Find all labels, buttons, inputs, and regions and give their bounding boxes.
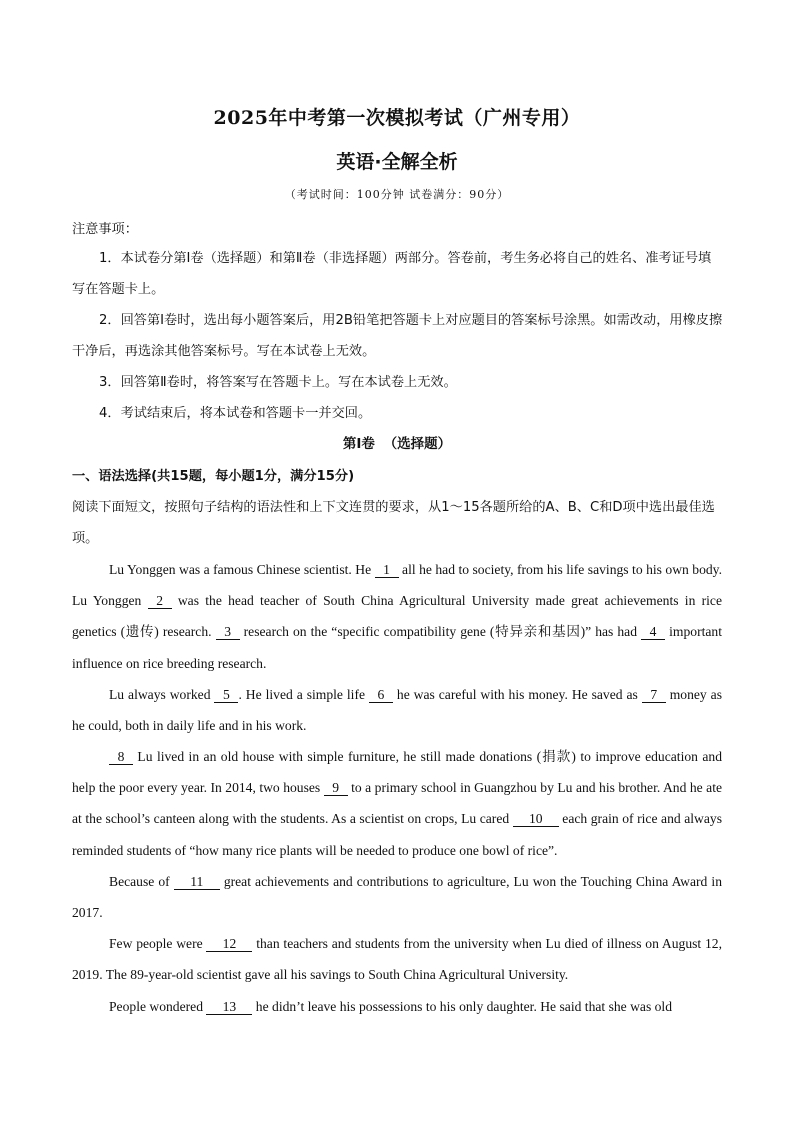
blank-7: 7 (642, 688, 666, 703)
note-item-1: 1．本试卷分第Ⅰ卷（选择题）和第Ⅱ卷（非选择题）两部分。答卷前，考生务必将自己的姓名、准考证号填写在答题卡上。 (72, 251, 712, 297)
passage-paragraph-5 (72, 928, 722, 990)
passage-text: People wondered (109, 999, 207, 1014)
note-item-3: 3．回答第Ⅱ卷时，将答案写在答题卡上。写在本试卷上无效。 (99, 375, 457, 390)
passage-text: money as he could, both in daily life and in his work. (72, 687, 722, 734)
part-instruction: 阅读下面短文，按照句子结构的语法性和上下文连贯的要求，从1～15各题所给的A、B、C和D项中选出最佳选项。 (72, 500, 715, 546)
section-title: 第Ⅰ卷 （选择题） (342, 436, 452, 452)
passage-text: was the head teacher of South China Agricultural University made great achievements in rice genetics (遗传) research. (72, 593, 722, 640)
passage-paragraph-2 (72, 679, 722, 741)
blank-9: 9 (324, 781, 348, 796)
passage-text: he didn’t leave his possessions to his only daughter. He said that she was old (252, 999, 672, 1014)
blank-3: 3 (216, 625, 240, 640)
passage-text: great achievements and contributions to agriculture, Lu won the Touching China Award in 2017. (72, 874, 722, 921)
blank-8: 8 (109, 750, 133, 765)
passage-text: he was careful with his money. He saved as (392, 687, 642, 702)
passage-text: Few people were (109, 936, 207, 951)
blank-5: 5 (214, 688, 238, 703)
blank-2: 2 (148, 594, 172, 609)
note-item-2: 2．回答第Ⅰ卷时，选出每小题答案后，用2B铅笔把答题卡上对应题目的答案标号涂黑。如需改动，用橡皮擦干净后，再选涂其他答案标号。写在本试卷上无效。 (72, 313, 723, 359)
document-title: 2025年中考第一次模拟考试（广州专用） (213, 107, 581, 129)
passage-text: research on the “specific compatibility gene (特异亲和基因)” has had (239, 624, 642, 640)
passage-paragraph-6 (72, 991, 722, 1022)
passage-paragraph-1 (72, 554, 722, 679)
passage-text: to a primary school in Guangzhou by Lu and his brother. And he ate at the school’s canteen along with the students. As a scientist on crops, Lu cared (72, 780, 723, 827)
passage-text: Because of (109, 874, 174, 889)
note-item-4: 4．考试结束后，将本试卷和答题卡一并交回。 (99, 406, 372, 421)
blank-1: 1 (375, 563, 399, 578)
blank-11: 11 (174, 875, 220, 890)
passage-paragraph-4 (72, 866, 722, 928)
passage-text: . He lived a simple life (238, 687, 369, 702)
passage-text: Lu always worked (109, 687, 215, 702)
passage-text: all he had to society, from his life savings to his own body. Lu Yonggen (72, 562, 722, 609)
blank-13: 13 (206, 1000, 252, 1015)
passage-text: Lu lived in an old house with simple furniture, he still made donations (捐款) to improve education and help the poor every year. In 2014, two houses (72, 749, 722, 796)
blank-4: 4 (641, 625, 665, 640)
passage-paragraph-3 (72, 741, 722, 866)
notes-heading: 注意事项： (72, 222, 138, 237)
blank-12: 12 (206, 937, 252, 952)
passage-text: than teachers and students from the university when Lu died of illness on August 12, 2019. The 89-year-old scientist gave all his savings to South China Agricultural University. (72, 936, 722, 983)
part-heading: 一、语法选择(共15题，每小题1分，满分15分) (72, 469, 355, 484)
document-subtitle: 英语·全解全析 (336, 151, 458, 173)
passage-text: each grain of rice and always reminded students of “how many rice plants will be needed to produce one bowl of rice”. (72, 811, 722, 858)
blank-6: 6 (369, 688, 393, 703)
blank-10: 10 (513, 812, 559, 827)
passage-text: important influence on rice breeding research. (72, 624, 722, 671)
passage-text: Lu Yonggen was a famous Chinese scientist. He (109, 562, 375, 577)
exam-info: （考试时间：100分钟 试卷满分：90分） (284, 188, 510, 201)
